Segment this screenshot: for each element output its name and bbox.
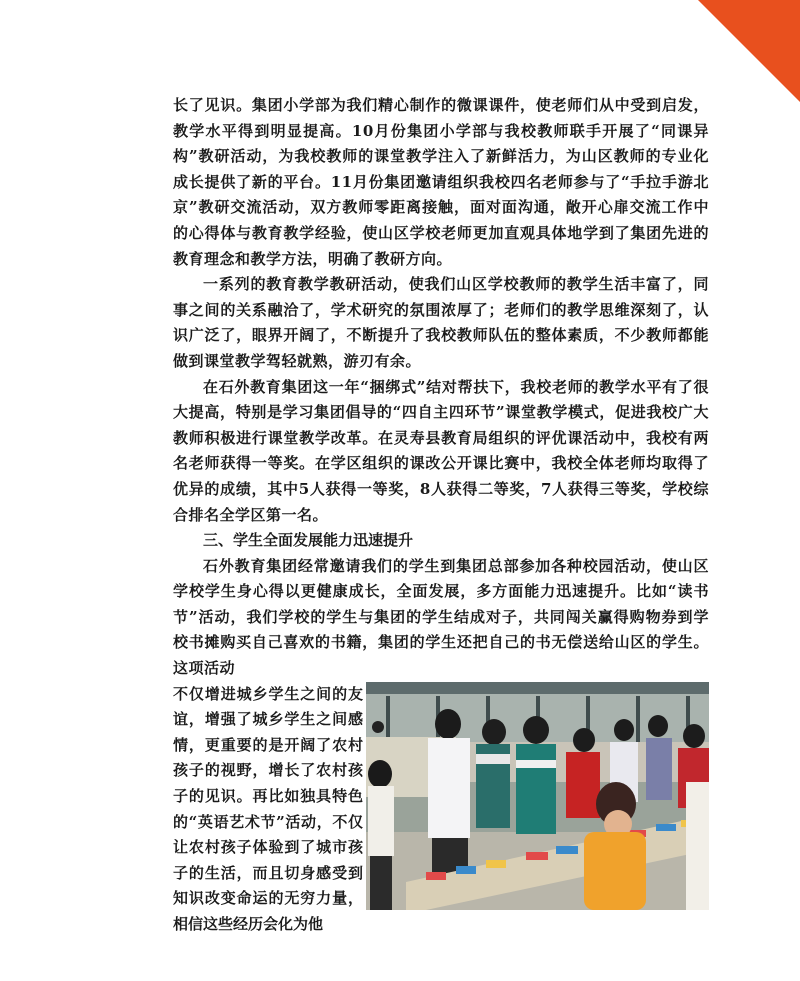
paragraph-1: 长了见识。集团小学部为我们精心制作的微课课件，使老师们从中受到启发，教学水平得到明显提高。10月份集团小学部与我校教师联手开展了“同课异构”教研活动，为我校教师的课堂教学注入了新鲜活力，为山区教师的专业化成长提供了新的平台。11月份集团邀请组织我校四名老师参与了“手拉手游北京”教研交流活动，双方教师零距离接触，面对面沟通，敞开心扉交流工作中的心得体与教育教学经验，使山区学校老师更加直观具体地学到了集团先进的教育理念和教学方法，明确了教研方向。 [173, 96, 709, 268]
section-heading: 三、学生全面发展能力迅速提升 [203, 531, 414, 550]
wrap-paragraph: 不仅增进城乡学生之间的友谊，增强了城乡学生之间感情，更重要的是开阔了农村孩子的视野，增长了农村孩子的见识。再比如独具特色的“英语艺术节”活动，不仅让农村孩子体验到了城市孩子的生活，而且切身感受到知识改变命运的无穷力量，相信这些经历会化为他 [173, 684, 363, 933]
corner-decoration [698, 0, 800, 102]
paragraph-2: 一系列的教育教学教研活动，使我们山区学校教师的教学生活丰富了，同事之间的关系融洽了，学术研究的氛围浓厚了；老师们的教学思维深刻了，认识广泛了，眼界开阔了，不断提升了我校教师队伍的整体素质，不少教师都能做到课堂教学驾轻就熟，游刃有余。 [173, 275, 709, 370]
paragraph-3: 在石外教育集团这一年“捆绑式”结对帮扶下，我校老师的教学水平有了很大提高，特别是学习集团倡导的“四自主四环节”课堂教学模式，促进我校广大教师积极进行课堂教学改革。在灵寿县教育局组织的评优课活动中，我校有两名老师获得一等奖。在学区组织的课改公开课比赛中，我校全体老师均取得了优异的成绩，其中5人获得一等奖，8人获得二等奖，7人获得三等奖，学校综合排名全学区第一名。 [173, 377, 709, 524]
article-body [173, 93, 709, 933]
section-paragraph: 石外教育集团经常邀请我们的学生到集团总部参加各种校园活动，使山区学校学生身心得以更健康成长，全面发展，多方面能力迅速提升。比如“读书节”活动，我们学校的学生与集团的学生结成对子，共同闯关赢得购物券到学校书摊购买自己喜欢的书籍，集团的学生还把自己的书无偿送给山区的学生。这项活动 [173, 556, 709, 678]
book-fair-photo [366, 682, 709, 910]
wrap-text-column [173, 682, 363, 938]
text-photo-block [173, 682, 709, 933]
